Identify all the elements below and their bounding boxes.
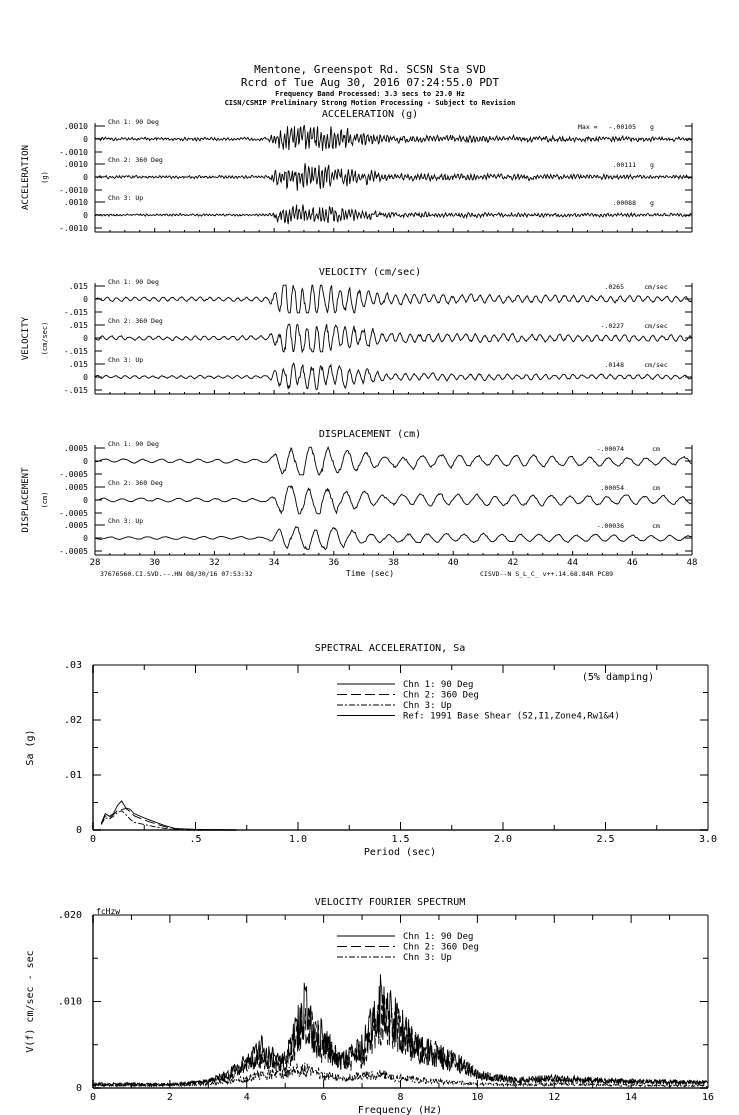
yaxis-label: V(f) cm/sec - sec: [25, 950, 36, 1053]
panel-yunit: (cm/sec): [41, 321, 49, 356]
waveform-trace: [95, 125, 691, 151]
xtick-label: 1.0: [288, 834, 308, 845]
panel-title: DISPLACEMENT (cm): [318, 429, 422, 440]
ytick-label: .03: [63, 660, 82, 671]
series-1: [101, 801, 236, 830]
footer-record-id: 37676560.CI.SVD.--.HN 08/30/16 07:53:32: [100, 570, 253, 578]
legend-label: Chn 1: 90 Deg: [403, 680, 474, 690]
xtick-label: 10: [471, 1092, 484, 1103]
footer-version: CISVD--N S_L_C_ v++.14.68.84R PC89: [480, 570, 614, 578]
ytick-label: 0: [83, 295, 88, 304]
ytick-label: .0010: [63, 198, 88, 207]
xtick-label: 3.0: [698, 834, 718, 845]
ytick-label: .0010: [63, 122, 88, 131]
channel-label: Chn 2: 360 Deg: [108, 156, 163, 164]
legend-label: Ref: 1991 Base Shear (S2,I1,Zone4,Rw1&4): [403, 711, 620, 722]
xtick-label: 12: [548, 1092, 561, 1103]
panel-yunit: (cm): [41, 491, 49, 509]
xtick-label: 6: [320, 1092, 327, 1103]
xtick-label: 0: [89, 834, 97, 845]
xaxis-label: Frequency (Hz): [357, 1105, 443, 1115]
xtick-label: 1.5: [391, 834, 410, 845]
panel-title: ACCELERATION (g): [321, 109, 419, 120]
waveform-trace: [95, 285, 691, 313]
plot-title: VELOCITY FOURIER SPECTRUM: [314, 897, 466, 908]
peak-value: .00054: [600, 484, 624, 492]
series-2: [93, 996, 707, 1086]
xtick-label: 42: [507, 558, 519, 568]
peak-value: -.0227: [600, 322, 624, 330]
xtick-label: 30: [149, 558, 161, 568]
legend-label: Chn 2: 360 Deg: [403, 690, 479, 701]
ytick-label: -.015: [63, 386, 88, 395]
xtick-label: 16: [701, 1092, 715, 1103]
panel-title: VELOCITY (cm/sec): [318, 267, 422, 278]
xaxis-label: Time (sec): [345, 569, 395, 578]
peak-unit: g: [650, 161, 654, 169]
ytick-label: 0: [83, 135, 88, 144]
panel-ylabel: DISPLACEMENT: [21, 467, 31, 533]
peak-value: .0148: [604, 361, 624, 369]
xtick-label: 2.0: [493, 834, 513, 845]
peak-value: .00088: [612, 199, 636, 207]
ytick-label: 0: [75, 825, 82, 836]
legend-label: Chn 3: Up: [403, 953, 452, 963]
waveform-trace: [95, 527, 691, 550]
peak-unit: g: [650, 123, 654, 131]
ytick-label: 0: [83, 457, 88, 466]
ytick-label: 0: [83, 211, 88, 220]
xtick-label: 2: [166, 1092, 173, 1103]
ytick-label: .01: [63, 770, 82, 781]
ytick-label: -.0005: [59, 470, 88, 479]
channel-label: Chn 3: Up: [108, 517, 144, 525]
ytick-label: .0005: [63, 521, 88, 530]
xtick-label: .5: [189, 834, 202, 845]
legend-label: Chn 3: Up: [403, 701, 452, 711]
channel-label: Chn 2: 360 Deg: [108, 479, 163, 487]
header-station: Mentone, Greenspot Rd. SCSN Sta SVD: [254, 63, 486, 76]
peak-value: -.00105: [608, 123, 636, 131]
yaxis-label: Sa (g): [25, 729, 36, 766]
ytick-label: 0: [75, 1083, 82, 1094]
channel-label: Chn 1: 90 Deg: [108, 440, 159, 448]
ytick-label: .015: [68, 360, 88, 369]
ytick-label: -.015: [63, 347, 88, 356]
peak-unit: cm/sec: [644, 322, 668, 330]
xtick-label: 40: [447, 558, 459, 568]
xtick-label: 32: [208, 558, 220, 568]
max-label: Max =: [578, 123, 598, 131]
channel-label: Chn 1: 90 Deg: [108, 118, 159, 126]
channel-label: Chn 1: 90 Deg: [108, 278, 159, 286]
ytick-label: .0005: [63, 483, 88, 492]
xaxis-label: Period (sec): [363, 847, 437, 858]
ytick-label: 0: [83, 534, 88, 543]
header-record-time: Rcrd of Tue Aug 30, 2016 07:24:55.0 PDT: [240, 76, 500, 89]
ytick-label: .010: [57, 996, 82, 1008]
legend-label: Chn 1: 90 Deg: [403, 932, 474, 942]
legend-label: Chn 2: 360 Deg: [403, 942, 479, 953]
xtick-label: 8: [397, 1092, 404, 1103]
xtick-label: 46: [626, 558, 638, 568]
peak-value: .00111: [612, 161, 636, 169]
peak-unit: g: [650, 199, 654, 207]
plot-title: SPECTRAL ACCELERATION, Sa: [314, 643, 466, 654]
ytick-label: 0: [83, 496, 88, 505]
ytick-label: -.0005: [59, 509, 88, 518]
xtick-label: 36: [328, 558, 340, 568]
ytick-label: .0005: [63, 444, 88, 453]
ytick-label: -.015: [63, 308, 88, 317]
xtick-label: 34: [268, 558, 280, 568]
ytick-label: 0: [83, 373, 88, 382]
waveform-trace: [95, 163, 691, 191]
channel-label: Chn 3: Up: [108, 356, 144, 364]
ytick-label: .020: [57, 910, 82, 921]
xtick-label: 14: [625, 1092, 638, 1103]
waveform-trace: [95, 363, 691, 389]
ytick-label: .0010: [63, 160, 88, 169]
peak-unit: cm/sec: [644, 361, 668, 369]
xtick-label: 4: [243, 1092, 250, 1103]
xtick-label: 44: [567, 558, 579, 568]
ytick-label: 0: [83, 173, 88, 182]
corner-label: fcHzw: [96, 907, 121, 916]
waveform-trace: [95, 204, 691, 224]
header-frequency-band: Frequency Band Processed: 3.3 secs to 23.0 Hz: [275, 90, 465, 98]
peak-value: -.00036: [596, 522, 624, 530]
xtick-label: 48: [686, 558, 698, 568]
damping-annotation: (5% damping): [581, 672, 655, 683]
ytick-label: .015: [68, 282, 88, 291]
xtick-label: 2.5: [596, 834, 615, 845]
ytick-label: .015: [68, 321, 88, 330]
ytick-label: -.0010: [59, 186, 88, 195]
ytick-label: 0: [83, 334, 88, 343]
peak-unit: cm: [652, 484, 660, 492]
xtick-label: 28: [89, 558, 101, 568]
ytick-label: -.0005: [59, 547, 88, 556]
peak-unit: cm: [652, 522, 660, 530]
peak-value: -.00074: [596, 445, 624, 453]
ytick-label: -.0010: [59, 224, 88, 233]
ytick-label: -.0010: [59, 148, 88, 157]
peak-unit: cm/sec: [644, 283, 668, 291]
header-processing-note: CISN/CSMIP Preliminary Strong Motion Processing - Subject to Revision: [224, 99, 516, 107]
peak-unit: cm: [652, 445, 660, 453]
panel-ylabel: VELOCITY: [21, 316, 31, 361]
xtick-label: 38: [388, 558, 399, 568]
ytick-label: .02: [63, 715, 82, 726]
peak-value: .0265: [604, 283, 624, 291]
xtick-label: 0: [89, 1092, 97, 1103]
channel-label: Chn 3: Up: [108, 194, 144, 202]
panel-yunit: (g): [41, 171, 49, 184]
panel-ylabel: ACCELERATION: [21, 144, 31, 211]
channel-label: Chn 2: 360 Deg: [108, 317, 163, 325]
